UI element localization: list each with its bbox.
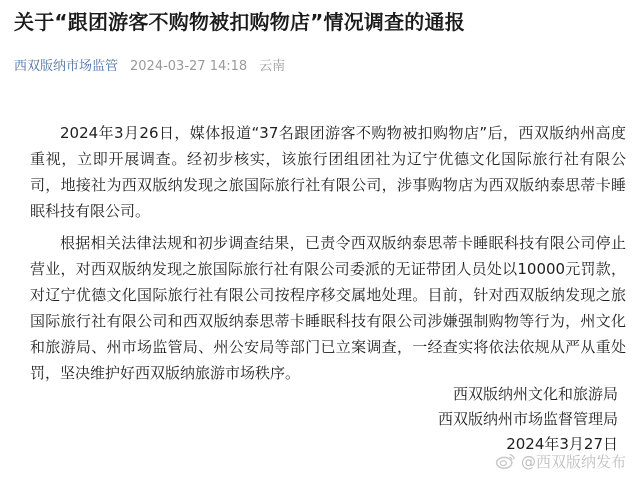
article-paragraph-2: 根据相关法律法规和初步调查结果，已责令西双版纳泰思蒂卡睡眠科技有限公司停止营业，对西双版纳发现之旅国际旅行社有限公司委派的无证带团人员处以10000元罚款，对辽宁优德文化国际旅行社有限公司按程序移交属地处理。目前，针对西双版纳发现之旅国际旅行社有限公司和西双版纳泰思蒂卡睡眠科技有限公司涉嫌强制购物等行为，州文化和旅游局、州市场监管局、州公安局等部门已立案调查，一经查实将依法依规从严从重处罚，坚决维护好西双版纳旅游市场秩序。 [30, 234, 626, 382]
article-meta [14, 57, 285, 77]
publish-location: 云南 [259, 59, 286, 74]
weibo-watermark [495, 448, 626, 474]
article-title: 关于“跟团游客不购物被扣购物店”情况调查的通报 [14, 10, 465, 34]
article-paragraph-1: 2024年3月26日，媒体报道“37名跟团游客不购物被扣购物店”后，西双版纳州高度重视，立即开展调查。经初步核实，该旅行团组团社为辽宁优德文化国际旅行社有限公司，地接社为西双版纳发现之旅国际旅行社有限公司，涉事购物店为西双版纳泰思蒂卡睡眠科技有限公司。 [30, 124, 626, 220]
weibo-logo-icon [495, 452, 517, 470]
author-account-link[interactable]: 西双版纳市场监管 [14, 59, 119, 74]
signature-line-1: 西双版纳州文化和旅游局 [452, 385, 618, 403]
article-body [30, 120, 626, 392]
publish-date: 2024-03-27 14:18 [130, 59, 248, 74]
signature-line-2: 西双版纳州市场监督管理局 [437, 410, 618, 428]
watermark-text: @西双版纳发布 [520, 452, 626, 471]
signature-block [438, 382, 618, 457]
signature-date: 2024年3月27日 [506, 435, 618, 453]
